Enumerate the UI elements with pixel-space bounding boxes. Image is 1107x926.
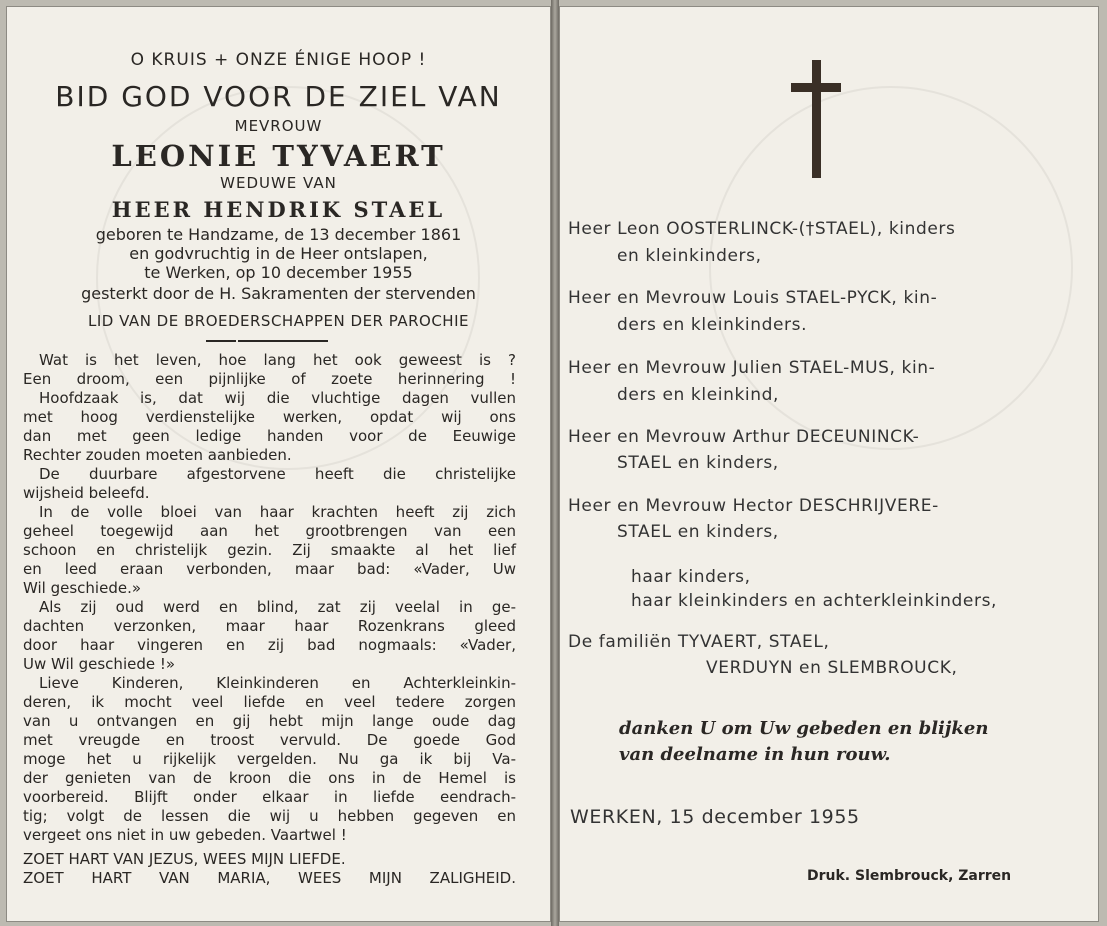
invocation-line: ZOET HART VAN MARIA, WEES MIJN ZALIGHEID. (23, 869, 516, 887)
text-line: en leed eraan verbonden, maar bad: «Vader, Uw (23, 560, 516, 578)
family-line: haar kinders, (631, 567, 751, 587)
left-page (6, 6, 551, 922)
text-line: Lieve Kinderen, Kleinkinderen en Achterkleinkin- (39, 674, 516, 692)
family-line: haar kleinkinders en achterkleinkinders, (631, 591, 998, 611)
sacraments-line: gesterkt door de H. Sakramenten der stervenden (81, 284, 476, 303)
thanks-line: danken U om Uw gebeden en blijken (619, 718, 989, 739)
text-line: Een droom, een pijnlijke of zoete herinnering ! (23, 370, 516, 388)
text-line: deren, ik mocht veel liefde en veel tedere zorgen (23, 693, 516, 711)
family-line: Heer en Mevrouw Julien STAEL-MUS, kin- (568, 358, 936, 378)
text-line: In de volle bloei van haar krachten heeft zij zich (39, 503, 516, 521)
text-line: vergeet ons niet in uw gebeden. Vaartwel ! (23, 826, 347, 844)
text-line: Uw Wil geschiede !» (23, 655, 176, 673)
prayer-line: O KRUIS + ONZE ÉNIGE HOOP ! (130, 50, 427, 70)
card-fold (551, 0, 559, 926)
text-line: van u ontvangen en gij hebt mijn lange oude dag (23, 712, 516, 730)
husband-name: HEER HENDRIK STAEL (111, 197, 446, 222)
text-line: der genieten van de kroon die ons in de Hemel is (23, 769, 516, 787)
text-line: dachten verzonken, maar haar Rozenkrans gleed (23, 617, 516, 635)
family-line: De familiën TYVAERT, STAEL, (568, 632, 830, 652)
death-line: en godvruchtig in de Heer ontslapen, (129, 244, 428, 263)
family-line: Heer Leon OOSTERLINCK-(†STAEL), kinders (568, 219, 956, 239)
place-date: WERKEN, 15 december 1955 (570, 806, 860, 828)
text-line: met hoog verdienstelijke werken, opdat wij ons (23, 408, 516, 426)
family-line: en kleinkinders, (617, 246, 762, 266)
text-line: wijsheid beleefd. (23, 484, 150, 502)
family-line: Heer en Mevrouw Hector DESCHRIJVERE- (568, 496, 939, 516)
family-line: ders en kleinkinders. (617, 315, 808, 335)
right-page (559, 6, 1099, 922)
family-line: Heer en Mevrouw Louis STAEL-PYCK, kin- (568, 288, 938, 308)
cross-icon (791, 60, 841, 180)
text-line: geheel toegewijd aan het grootbrengen van een (23, 522, 516, 540)
title-mevrouw: MEVROUW (234, 117, 323, 135)
divider-left (206, 340, 236, 342)
text-line: Als zij oud werd en blind, zat zij veelal in ge- (39, 598, 516, 616)
birth-line: geboren te Handzame, de 13 december 1861 (95, 225, 462, 244)
text-line: De duurbare afgestorvene heeft die christelijke (39, 465, 516, 483)
text-line: schoon en christelijk gezin. Zij smaakte al het lief (23, 541, 516, 559)
thanks-line: van deelname in hun rouw. (619, 744, 891, 765)
family-line: ders en kleinkind, (617, 385, 779, 405)
family-line: VERDUYN en SLEMBROUCK, (706, 658, 958, 678)
widow-label: WEDUWE VAN (220, 174, 337, 192)
text-line: dan met geen ledige handen voor de Eeuwige (23, 427, 516, 445)
divider-right (238, 340, 328, 342)
family-line: STAEL en kinders, (617, 453, 779, 473)
invocation-line: ZOET HART VAN JEZUS, WEES MIJN LIEFDE. (23, 850, 346, 868)
text-line: met vreugde en troost vervuld. De goede God (23, 731, 516, 749)
family-line: Heer en Mevrouw Arthur DECEUNINCK- (568, 427, 920, 447)
text-line: Wat is het leven, hoe lang het ook geweest is ? (39, 351, 516, 369)
heading: BID GOD VOOR DE ZIEL VAN (55, 80, 502, 113)
text-line: door haar vingeren en zij bad nogmaals: «Vader, (23, 636, 516, 654)
text-line: voorbereid. Blijft onder elkaar in liefde eendrach- (23, 788, 516, 806)
text-line: moge het u rijkelijk vergelden. Nu ga ik bij Va- (23, 750, 516, 768)
text-line: Rechter zouden moeten aanbieden. (23, 446, 292, 464)
brotherhood-line: LID VAN DE BROEDERSCHAPPEN DER PAROCHIE (88, 312, 469, 330)
printer-credit: Druk. Slembrouck, Zarren (807, 868, 1012, 884)
text-line: tig; volgt de lessen die wij u hebben gegeven en (23, 807, 516, 825)
death-place: te Werken, op 10 december 1955 (144, 263, 413, 282)
deceased-name: LEONIE TYVAERT (111, 139, 446, 173)
text-line: Hoofdzaak is, dat wij die vluchtige dagen vullen (39, 389, 516, 407)
family-line: STAEL en kinders, (617, 522, 779, 542)
text-line: Wil geschiede.» (23, 579, 142, 597)
